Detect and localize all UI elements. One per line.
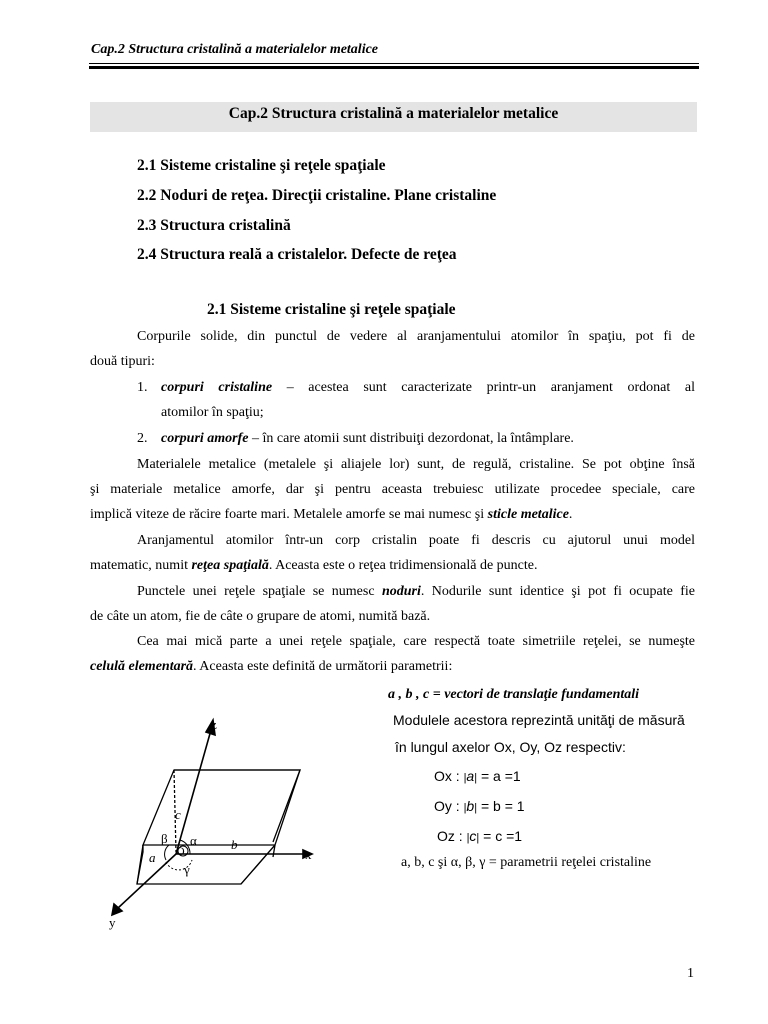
cell-left-edge bbox=[137, 845, 143, 884]
gamma-label: γ bbox=[184, 862, 190, 877]
list-item-1-line-2: atomilor în spaţiu; bbox=[161, 405, 264, 420]
toc-item-2-4: 2.4 Structura reală a cristalelor. Defecte de reţea bbox=[137, 246, 457, 263]
unit-cell-diagram bbox=[100, 712, 330, 937]
term-retea-spatiala: reţea spaţială bbox=[191, 558, 269, 573]
cell-front-bottom bbox=[137, 845, 275, 884]
running-header: Cap.2 Structura cristalină a materialelor metalice bbox=[91, 42, 379, 57]
c-label: c bbox=[175, 807, 181, 822]
metals-line-2: şi materiale metalice amorfe, dar şi pentru aceasta trebuiesc utilizate procedee speciale, care bbox=[90, 482, 695, 497]
nodes-line-2: de câte un atom, fie de câte o grupare de atomi, numită bază. bbox=[90, 609, 431, 624]
term-sticle-metalice: sticle metalice bbox=[487, 507, 569, 522]
list-item-1-line-1: corpuri cristaline – acestea sunt caracterizate printr-un aranjament ordonat al bbox=[161, 380, 695, 395]
vectors-line-2: Modulele acestora reprezintă unităţi de măsură bbox=[393, 712, 685, 728]
toc-item-2-2: 2.2 Noduri de reţea. Direcţii cristaline. Plane cristaline bbox=[137, 187, 497, 204]
x-label: x bbox=[305, 847, 312, 862]
module-oz: Oz : |c| = c =1 bbox=[437, 828, 523, 844]
module-oy: Oy : |b| = b = 1 bbox=[434, 798, 525, 814]
y-label: y bbox=[109, 915, 116, 930]
module-ox: Ox : |a| = a =1 bbox=[434, 768, 521, 784]
term-corpuri-amorfe: corpuri amorfe bbox=[161, 431, 249, 446]
term-celula-elementara: celulă elementară bbox=[90, 659, 194, 674]
term-corpuri-cristaline: corpuri cristaline bbox=[161, 380, 273, 395]
vector-symbols: a , b , c bbox=[388, 687, 430, 702]
term-noduri: noduri bbox=[381, 584, 421, 599]
header-rule-thick bbox=[89, 66, 699, 69]
vectors-line-3: în lungul axelor Ox, Oy, Oz respectiv: bbox=[395, 739, 626, 755]
intro-line-2: două tipuri: bbox=[90, 354, 155, 369]
list-item-2: corpuri amorfe – în care atomii sunt distribuiţi dezordonat, la întâmplare. bbox=[161, 431, 574, 446]
chapter-title: Cap.2 Structura cristalină a materialelor metalice bbox=[228, 105, 559, 122]
nodes-line-1: Punctele unei reţele spaţiale se numesc noduri. Nodurile sunt identice şi pot fi ocupate fie bbox=[137, 584, 695, 599]
lattice-line-1: Aranjamentul atomilor într-un corp cristalin poate fi descris cu ajutorul unui model bbox=[137, 533, 695, 548]
header-rule-thin bbox=[89, 63, 699, 64]
toc-item-2-3: 2.3 Structura cristalină bbox=[137, 217, 291, 234]
cell-line-1: Cea mai mică parte a unei reţele spaţiale, care respectă toate simetriile reţelei, se numeşte bbox=[137, 634, 695, 649]
a-label: a bbox=[149, 850, 156, 865]
y-axis bbox=[118, 854, 176, 908]
alpha-label: α bbox=[190, 833, 197, 848]
lattice-parameters: a, b, c şi α, β, γ = parametrii reţelei cristaline bbox=[401, 855, 652, 870]
page-number: 1 bbox=[687, 966, 694, 981]
cell-bottom-right bbox=[241, 845, 275, 884]
toc-item-2-1: 2.1 Sisteme cristaline şi reţele spaţiale bbox=[137, 157, 386, 174]
list-number-1: 1. bbox=[137, 380, 148, 395]
lattice-line-2: matematic, numit reţea spaţială. Aceasta este o reţea tridimensională de puncte. bbox=[90, 558, 538, 573]
z-label: z bbox=[211, 717, 217, 732]
vectors-definition: a , b , c = vectori de translaţie fundamentali bbox=[388, 687, 640, 702]
intro-line-1: Corpurile solide, din punctul de vedere al aranjamentului atomilor în spaţiu, pot fi de bbox=[137, 329, 695, 344]
cell-line-2: celulă elementară. Aceasta este definită de următorii parametrii: bbox=[90, 659, 453, 674]
cell-top-back bbox=[174, 770, 300, 842]
o-label: O bbox=[176, 844, 185, 858]
beta-arc bbox=[165, 845, 169, 860]
b-label: b bbox=[231, 837, 238, 852]
list-number-2: 2. bbox=[137, 431, 148, 446]
section-title: 2.1 Sisteme cristaline şi reţele spaţiale bbox=[207, 301, 456, 318]
metals-line-1: Materialele metalice (metalele şi aliajele lor) sunt, de regulă, cristaline. Se pot obţine însă bbox=[137, 457, 695, 472]
metals-line-3: implică viteze de răcire foarte mari. Metalele amorfe se mai numesc şi sticle metalice. bbox=[90, 507, 573, 522]
beta-label: β bbox=[161, 831, 168, 846]
